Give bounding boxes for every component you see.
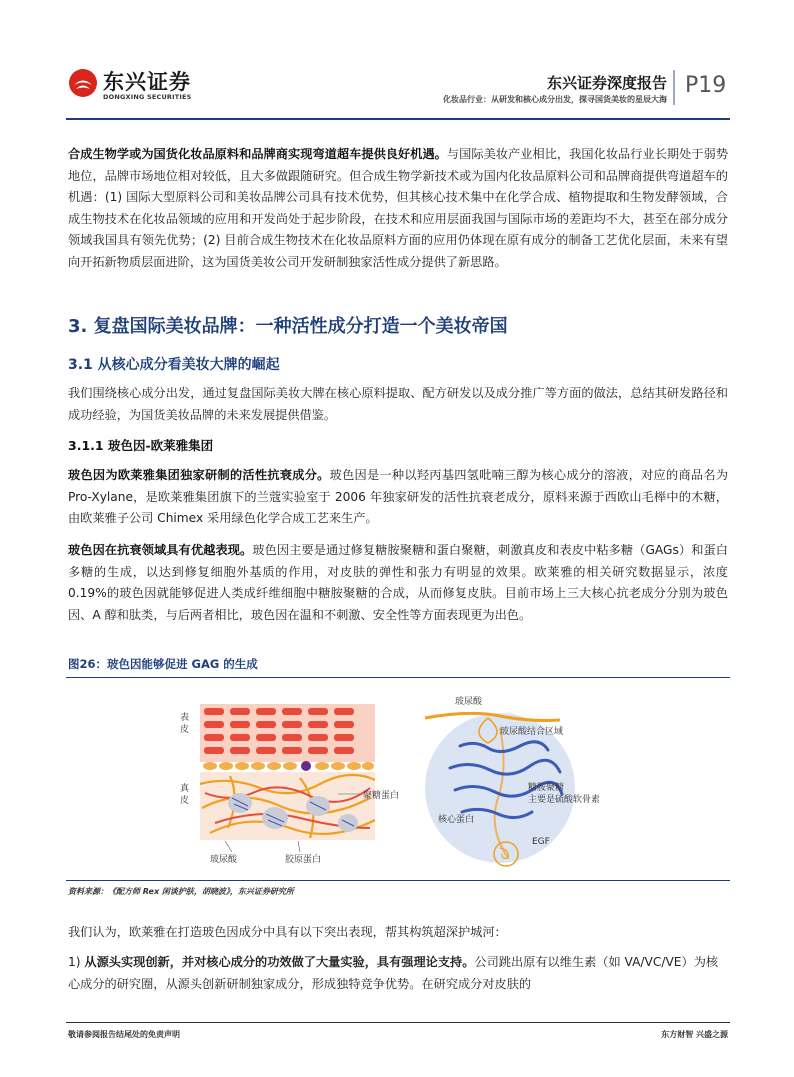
footer-disclaimer: 敬请参阅报告结尾处的免责声明 (68, 1030, 180, 1039)
list-number: 1) (68, 955, 81, 969)
svg-text:表: 表 (180, 713, 190, 723)
paragraph-lead: 合成生物学或为国货化妆品原料和品牌商实现弯道超车提供良好机遇。 (68, 147, 447, 161)
list-item (68, 952, 728, 995)
paragraph-conclusion: 我们认为，欧莱雅在打造玻色因成分中具有以下突出表现，帮其构筑超深护城河： (68, 925, 507, 939)
paragraph-body: 与国际美妆产业相比，我国化妆品行业长期处于弱势地位，品牌市场地位相对较低，且大多做跟随研究。但合成生物学新技术或为国内化妆品原料公司和品牌商提供弯道超车的机遇：(1) 国际大型原料公司和美妆品牌公司具有技术优势，但其核心技术集中在化学合成、植物提取和生物发酵领域，合成生物技术在化妆品领域的应用和开发尚处于起步阶段，在技术和应用层面我国与国际市场的差距均不大，甚至在部分成分领域我国具有领先优势；(2) 目前合成生物技术在化妆品原料方面的应用仍体现在原有成分的制备工艺优化层面，未来有望向开拓新物质层面进阶，这为国货美妆公司开发研制独家活性成分提供了新思路。 (68, 147, 729, 269)
label-core-protein: 核心蛋白 (438, 815, 475, 825)
paragraph-lead: 玻色因为欧莱雅集团独家研制的活性抗衰成分。 (68, 468, 330, 482)
paragraph-intro: 我们围绕核心成分出发，通过复盘国际美妆大牌在核心原料提取、配方研发以及成分推广等方面的做法，总结其研发路径和成功经验，为国货美妆品牌的未来发展提供借鉴。 (68, 386, 728, 422)
logo-icon (68, 68, 98, 98)
list-lead: 从源头实现创新，并对核心成分的功效做了大量实验，具有强理论支持。 (84, 955, 475, 969)
paragraph-body: 玻色因是一种以羟丙基四氢吡喃三醇为核心成分的溶液，对应的商品名为 Pro-Xylane，是欧莱雅集团旗下的兰蔻实验室于 2006 年独家研发的活性抗衰老成分，原料来源于西欧山毛榉中的木糖，由欧莱雅子公司 Chimex 采用绿色化学合成工艺来生产。 (68, 468, 729, 525)
header-divider (673, 70, 675, 105)
figure-rule-bottom (66, 880, 730, 881)
dermis-layer (200, 772, 375, 840)
figure-gag-diagram (170, 688, 630, 873)
svg-text:皮: 皮 (180, 796, 190, 806)
footer-rule (66, 1022, 730, 1023)
figure-source: 资料来源：《配方师 Rex 闲谈护肤，胡晓波》，东兴证券研究所 (68, 887, 294, 896)
header-rule (66, 118, 730, 120)
section-heading: 3. 复盘国际美妆品牌：一种活性成分打造一个美妆帝国 (68, 316, 508, 337)
paragraph-anti-aging (68, 540, 728, 626)
report-title: 东兴证券深度报告 (546, 74, 667, 92)
label-collagen: 胶原蛋白 (285, 855, 322, 865)
figure-rule-top (66, 677, 730, 678)
logo-text-cn: 东兴证券 (103, 70, 191, 94)
label-gag-line1: 糖胺聚糖 (528, 783, 565, 793)
paragraph-body: 玻色因主要是通过修复糖胺聚糖和蛋白聚糖，刺激真皮和表皮中粘多糖（GAGs）和蛋白多糖的生成，以达到修复细胞外基质的作用，对皮肤的弹性和张力有明显的效果。欧莱雅的相关研究数据显示，浓度 0.19%的玻色因就能够促进人类成纤维细胞中糖胺聚糖的合成，从而修复皮肤。目前市场上三大核心抗老成分分别为玻色因、A 醇和肽类，与后两者相比，玻色因在温和不刺激、安全性等方面表现更为出色。 (68, 543, 728, 622)
epidermis-cells (200, 704, 375, 771)
label-hyaluronic-acid-right: 玻尿酸 (455, 697, 483, 707)
figure-title: 图26：玻色因能够促进 GAG 的生成 (68, 657, 258, 671)
paragraph-lead: 玻色因在抗衰领域具有优越表现。 (68, 543, 253, 557)
footer-slogan: 东方财智 兴盛之源 (661, 1030, 728, 1039)
label-gag-line2: 主要是硫酸软骨素 (528, 795, 601, 805)
subsection-heading: 3.1 从核心成分看美妆大牌的崛起 (68, 357, 280, 373)
subsubsection-heading: 3.1.1 玻色因-欧莱雅集团 (68, 438, 214, 453)
logo-text-en: DONGXING SECURITIES (103, 93, 192, 101)
list-body: 公司跳出原有以维生素（如 VA/VC/VE）为核心成分的研究圈，从源头创新研制独家成分，形成独特竞争优势。在研究成分对皮肤的 (68, 955, 719, 991)
paragraph-synthetic-biology (68, 144, 728, 273)
label-hyaluronic-acid: 玻尿酸 (210, 855, 238, 865)
svg-text:真: 真 (180, 784, 190, 794)
page-number: P19 (685, 73, 727, 98)
label-binding-region: 玻尿酸结合区域 (500, 727, 564, 737)
label-proteoglycan: 聚糖蛋白 (363, 791, 400, 801)
svg-text:皮: 皮 (180, 725, 190, 735)
label-egf: EGF (532, 837, 550, 847)
paragraph-pro-xylane (68, 465, 728, 530)
report-subtitle: 化妆品行业：从研发和核心成分出发，探寻国货美妆的星辰大海 (443, 95, 667, 104)
